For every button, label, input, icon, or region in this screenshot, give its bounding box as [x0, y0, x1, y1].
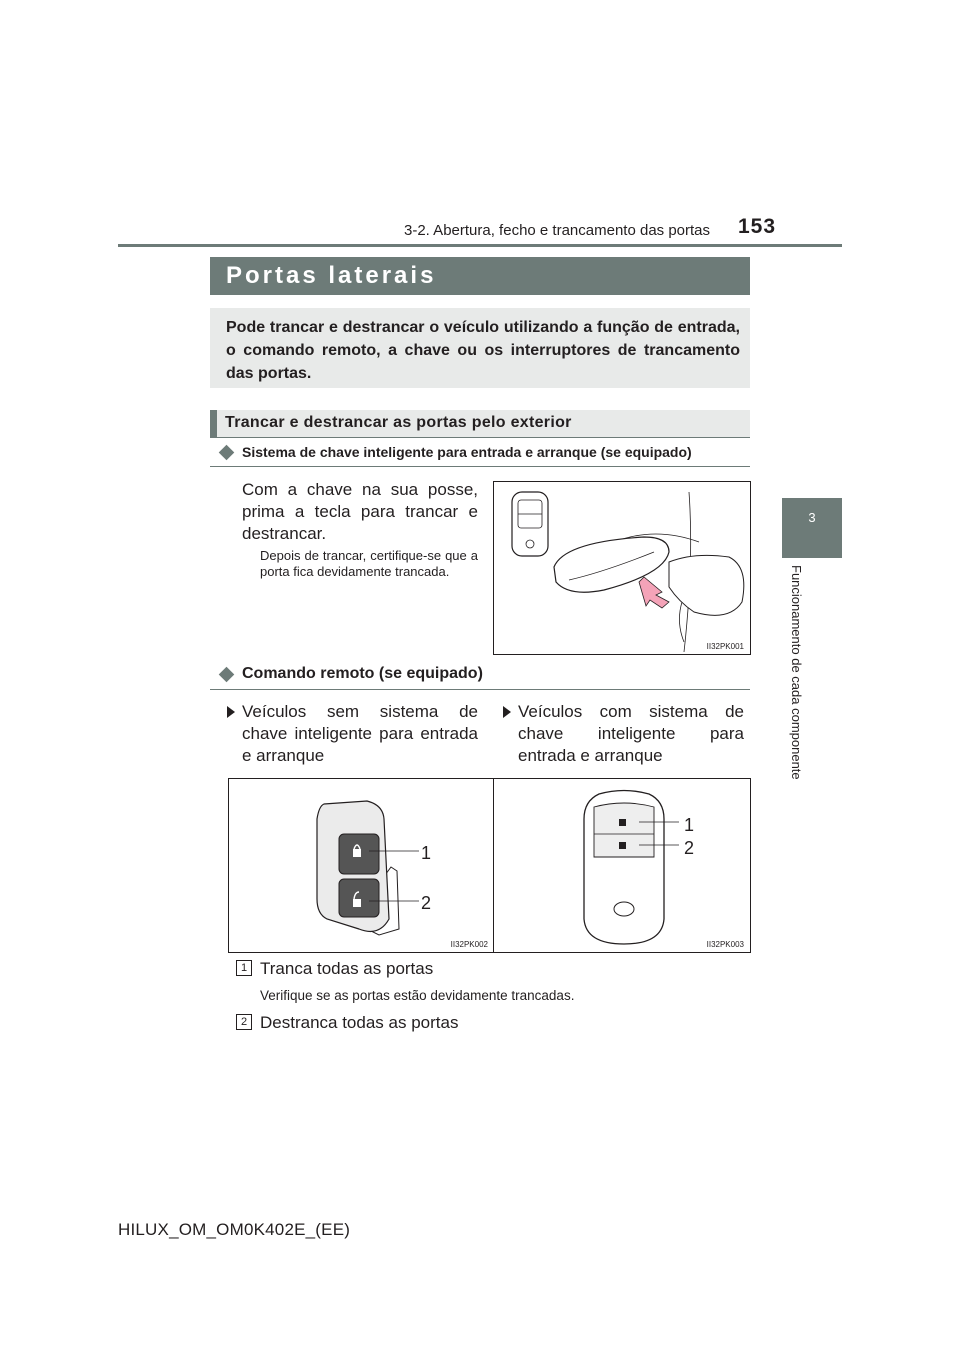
figure-code: II32PK003	[706, 940, 744, 949]
callout-1: 1	[421, 843, 432, 863]
callout-1: 1	[684, 815, 695, 835]
smart-key-heading: Sistema de chave inteligente para entrada e arranque (se equipado)	[242, 444, 692, 460]
running-header: 3-2. Abertura, fecho e trancamento das portas	[404, 222, 711, 239]
smart-key-illustration	[494, 779, 750, 952]
item-number: 2	[236, 1014, 252, 1030]
item-number: 1	[236, 960, 252, 976]
right-label: Veículos com sistema de chave inteligente para entrada e arranque	[518, 702, 744, 765]
triangle-bullet-icon	[503, 706, 511, 718]
intro-text: Pode trancar e destrancar o veículo utilizando a função de entrada, o comando remoto, a chave ou os interruptores de trancamento das portas.	[226, 319, 740, 382]
header-rule	[118, 244, 842, 247]
page-title: Portas laterais	[226, 262, 437, 289]
figure-code: II32PK001	[706, 642, 744, 651]
callout-2: 2	[684, 838, 695, 858]
flip-key-figure	[228, 778, 495, 953]
door-handle-figure	[493, 481, 751, 655]
triangle-bullet-icon	[227, 706, 235, 718]
page-number: 153	[738, 215, 777, 238]
subsection-rule	[210, 437, 750, 438]
subsection-title: Trancar e destrancar as portas pelo exterior	[225, 414, 572, 431]
door-handle-illustration	[494, 482, 750, 654]
left-label: Veículos sem sistema de chave inteligente para entrada e arranque	[242, 702, 478, 765]
flip-key-illustration	[229, 779, 494, 952]
smart-key-rule	[210, 466, 750, 467]
footer-code: HILUX_OM_OM0K402E_(EE)	[118, 1220, 351, 1239]
chapter-tab: 3	[782, 498, 842, 558]
remote-rule	[210, 689, 750, 690]
item-text: Tranca todas as portas	[260, 959, 434, 978]
figure-code: II32PK002	[450, 940, 488, 949]
item-note: Verifique se as portas estão devidamente trancadas.	[260, 988, 575, 1003]
chapter-title: Funcionamento de cada componente	[789, 565, 804, 780]
callout-2: 2	[421, 893, 432, 913]
diamond-icon	[219, 667, 235, 683]
remote-heading: Comando remoto (se equipado)	[242, 665, 483, 682]
smart-key-figure	[493, 778, 751, 953]
smart-key-body: Com a chave na sua posse, prima a tecla para trancar e destrancar.	[242, 480, 478, 543]
diamond-icon	[219, 445, 235, 461]
item-text: Destranca todas as portas	[260, 1013, 459, 1032]
smart-key-note: Depois de trancar, certifique-se que a porta fica devidamente trancada.	[260, 548, 478, 579]
